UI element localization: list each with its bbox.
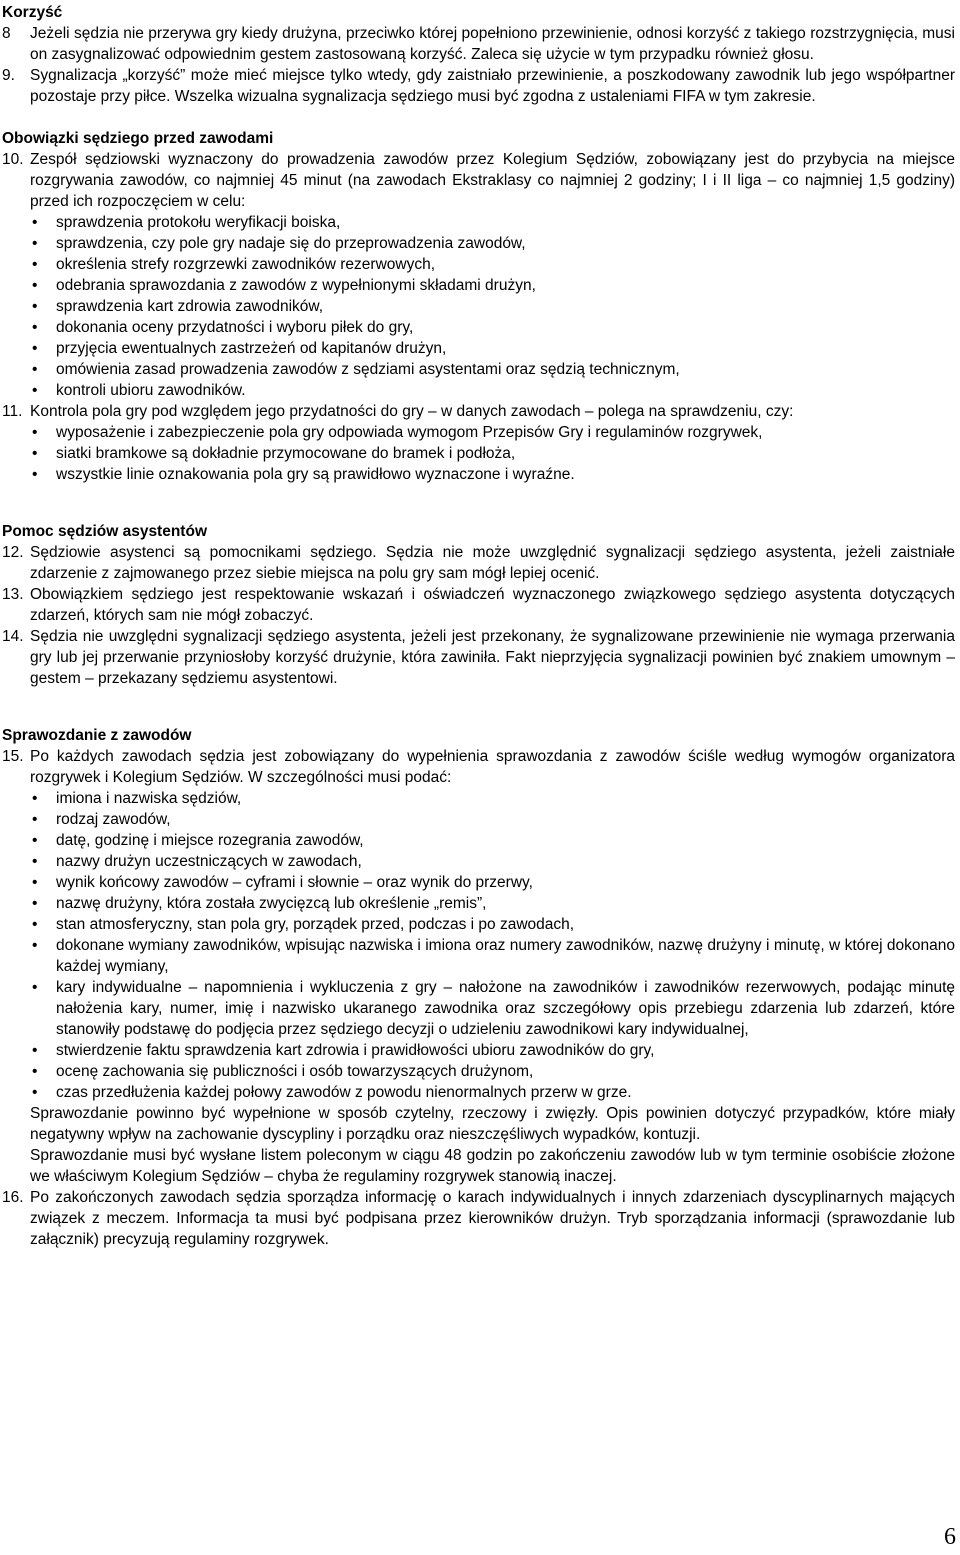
list-item-text: dokonane wymiany zawodników, wpisując nazwiska i imiona oraz numery zawodników, nazwę drużyny i minutę, w której dokonano każdej wymiany, [56, 937, 955, 975]
list-item [32, 275, 955, 296]
list-item [32, 443, 955, 464]
list-item-text: kary indywidualne – napomnienia i wykluczenia z gry – nałożone na zawodników i zawodników rezerwowych, podając minutę nałożenia kary, numer, imię i nazwisko ukaranego zawodnika oraz szczegółowy opis przebiegu zdarzenia lub zdarzeń, które stanowiły podstawę do podjęcia przez sędziego decyzji o udzieleniu zawodnikowi kary indywidualnej, [56, 979, 955, 1038]
bullet-icon: • [32, 277, 38, 294]
paragraph-number: 11. [2, 403, 23, 420]
paragraph-text: Sygnalizacja „korzyść” może mieć miejsce tylko wtedy, gdy zaistniało przewinienie, a poszkodowany zawodnik lub jego współpartner pozostaje przy piłce. Wszelka wizualna sygnalizacja sędziego musi być zgodna z ustaleniami FIFA w tym zakresie. [30, 67, 955, 105]
paragraph-9 [2, 65, 955, 107]
list-item-text: stwierdzenie faktu sprawdzenia kart zdrowia i prawidłowości ubioru zawodników do gry, [56, 1042, 655, 1059]
paragraph-number: 10. [2, 151, 24, 168]
bullet-icon: • [32, 319, 38, 336]
list-item-text: stan atmosferyczny, stan pola gry, porządek przed, podczas i po zawodach, [56, 916, 575, 933]
list-item [32, 212, 955, 233]
bullet-icon: • [32, 424, 38, 441]
bullet-icon: • [32, 832, 38, 849]
list-item [32, 380, 955, 401]
paragraph-text: Jeżeli sędzia nie przerywa gry kiedy drużyna, przeciwko której popełniono przewinienie, odnosi korzyść z takiego rozstrzygnięcia, musi on zasygnalizować odpowiednim gestem zastosowaną korzyść. Zaleca się użycie w tym przypadku również głosu. [30, 25, 955, 63]
list-item-text: rodzaj zawodów, [56, 811, 171, 828]
paragraph-11 [2, 401, 955, 422]
paragraph-text: Obowiązkiem sędziego jest respektowanie wskazań i oświadczeń wyznaczonego związkowego sędziego asystenta dotyczących zdarzeń, których sam nie mógł zobaczyć. [30, 586, 955, 624]
list-item [32, 830, 955, 851]
list-item [32, 809, 955, 830]
list-item [32, 1040, 955, 1061]
paragraph-text: Zespół sędziowski wyznaczony do prowadzenia zawodów przez Kolegium Sędziów, zobowiązany jest do przybycia na miejsce rozgrywania zawodów, co najmniej 45 minut (na zawodach Ekstraklasy co najmniej 2 godziny; I i II liga – co najmniej 1,5 godziny) przed ich rozpoczęciem w celu: [30, 151, 955, 210]
paragraph-text: Kontrola pola gry pod względem jego przydatności do gry – w danych zawodach – polega na sprawdzeniu, czy: [30, 403, 794, 420]
list-item [32, 464, 955, 485]
bullet-icon: • [32, 361, 38, 378]
page-number: 6 [944, 1524, 956, 1550]
list-item-text: wynik końcowy zawodów – cyframi i słownie – oraz wynik do przerwy, [56, 874, 533, 891]
bullet-icon: • [32, 340, 38, 357]
list-item [32, 254, 955, 275]
list-item-text: omówienia zasad prowadzenia zawodów z sędziami asystentami oraz sędzią technicznym, [56, 361, 680, 378]
list-item [32, 1061, 955, 1082]
paragraph-12 [2, 542, 955, 584]
bullet-icon: • [32, 214, 38, 231]
bullet-icon: • [32, 1063, 38, 1080]
list-item-text: datę, godzinę i miejsce rozegrania zawodów, [56, 832, 364, 849]
section-title-korzysc: Korzyść [2, 4, 63, 21]
bullet-list-p11 [2, 422, 955, 485]
bullet-icon: • [32, 790, 38, 807]
bullet-list-p10 [2, 212, 955, 401]
paragraph-number: 12. [2, 544, 24, 561]
paragraph-14 [2, 626, 955, 689]
list-item-text: nazwy drużyn uczestniczących w zawodach, [56, 853, 362, 870]
list-item [32, 893, 955, 914]
list-item [32, 914, 955, 935]
list-item [32, 977, 955, 1040]
list-item-text: wyposażenie i zabezpieczenie pola gry odpowiada wymogom Przepisów Gry i regulaminów rozgrywek, [56, 424, 763, 441]
bullet-icon: • [32, 853, 38, 870]
list-item [32, 872, 955, 893]
list-item-text: wszystkie linie oznakowania pola gry są prawidłowo wyznaczone i wyraźne. [56, 466, 575, 483]
spacer [2, 107, 955, 128]
paragraph-number: 15. [2, 748, 24, 765]
paragraph-number: 9. [2, 67, 15, 84]
bullet-icon: • [32, 895, 38, 912]
list-item-text: imiona i nazwiska sędziów, [56, 790, 242, 807]
section-title-sprawozdanie: Sprawozdanie z zawodów [2, 727, 192, 744]
section-title-obowiazki: Obowiązki sędziego przed zawodami [2, 130, 274, 147]
bullet-icon: • [32, 466, 38, 483]
list-item [32, 296, 955, 317]
paragraph-number: 8 [2, 25, 11, 42]
list-item-text: sprawdzenia kart zdrowia zawodników, [56, 298, 324, 315]
list-item-text: określenia strefy rozgrzewki zawodników rezerwowych, [56, 256, 436, 273]
bullet-icon: • [32, 874, 38, 891]
list-item [32, 359, 955, 380]
document-body [2, 2, 955, 1250]
bullet-icon: • [32, 1042, 38, 1059]
bullet-icon: • [32, 979, 38, 996]
paragraph-15-note-1: Sprawozdanie powinno być wypełnione w sposób czytelny, rzeczowy i zwięzły. Opis powinien dotyczyć przypadków, które miały negatywny wpływ na zachowanie dyscypliny i porządku oraz nieszczęśliwych wypadków, kontuzji. [30, 1105, 955, 1143]
list-item [32, 851, 955, 872]
paragraph-15-note-2: Sprawozdanie musi być wysłane listem poleconym w ciągu 48 godzin po zakończeniu zawodów lub w tym terminie osobiście złożone we właściwym Kolegium Sędziów – chyba że regulaminy rozgrywek stanowią inaczej. [30, 1147, 955, 1185]
paragraph-13 [2, 584, 955, 626]
list-item [32, 935, 955, 977]
paragraph-text: Po każdych zawodach sędzia jest zobowiązany do wypełnienia sprawozdania z zawodów ściśle według wymogów organizatora rozgrywek i Kolegium Sędziów. W szczególności musi podać: [30, 748, 955, 786]
list-item-text: kontroli ubioru zawodników. [56, 382, 246, 399]
list-item [32, 233, 955, 254]
bullet-icon: • [32, 811, 38, 828]
bullet-icon: • [32, 256, 38, 273]
paragraph-8 [2, 23, 955, 65]
list-item [32, 788, 955, 809]
list-item-text: dokonania oceny przydatności i wyboru piłek do gry, [56, 319, 414, 336]
list-item-text: odebrania sprawozdania z zawodów z wypełnionymi składami drużyn, [56, 277, 536, 294]
paragraph-16 [2, 1187, 955, 1250]
list-item [32, 422, 955, 443]
list-item-text: sprawdzenia protokołu weryfikacji boiska, [56, 214, 341, 231]
bullet-icon: • [32, 298, 38, 315]
list-item-text: przyjęcia ewentualnych zastrzeżeń od kapitanów drużyn, [56, 340, 447, 357]
list-item-text: nazwę drużyny, która została zwycięzcą lub określenie „remis”, [56, 895, 487, 912]
bullet-icon: • [32, 1084, 38, 1101]
bullet-list-p15 [2, 788, 955, 1103]
bullet-icon: • [32, 235, 38, 252]
spacer [2, 689, 955, 725]
bullet-icon: • [32, 382, 38, 399]
spacer [2, 485, 955, 521]
list-item-text: czas przedłużenia każdej połowy zawodów z powodu nienormalnych przerw w grze. [56, 1084, 632, 1101]
paragraph-number: 14. [2, 628, 24, 645]
paragraph-15 [2, 746, 955, 788]
paragraph-text: Sędzia nie uwzględni sygnalizacji sędziego asystenta, jeżeli jest przekonany, że sygnalizowane przewinienie nie wymaga przerwania gry lub jej przerwanie przyniosłoby korzyść drużynie, która zawiniła. Fakt nieprzyjęcia sygnalizacji powinien być znakiem umownym – gestem – przekazany sędziemu asystentowi. [30, 628, 955, 687]
paragraph-number: 16. [2, 1189, 24, 1206]
paragraph-text: Po zakończonych zawodach sędzia sporządza informację o karach indywidualnych i innych zdarzeniach dyscyplinarnych mających związek z meczem. Informacja ta musi być podpisana przez kierowników drużyn. Tryb sporządzania informacji (sprawozdanie lub załącznik) precyzują regulaminy rozgrywek. [30, 1189, 955, 1248]
list-item [32, 1082, 955, 1103]
list-item-text: ocenę zachowania się publiczności i osób towarzyszących drużynom, [56, 1063, 534, 1080]
list-item [32, 317, 955, 338]
paragraph-text: Sędziowie asystenci są pomocnikami sędziego. Sędzia nie może uwzględnić sygnalizacji sędziego asystenta, jeżeli zaistniałe zdarzenie z zajmowanego przez siebie miejsca na polu gry sam mógł lepiej ocenić. [30, 544, 955, 582]
list-item-text: siatki bramkowe są dokładnie przymocowane do bramek i podłoża, [56, 445, 516, 462]
list-item-text: sprawdzenia, czy pole gry nadaje się do przeprowadzenia zawodów, [56, 235, 526, 252]
list-item [32, 338, 955, 359]
bullet-icon: • [32, 916, 38, 933]
paragraph-number: 13. [2, 586, 24, 603]
paragraph-10 [2, 149, 955, 212]
bullet-icon: • [32, 445, 38, 462]
section-title-pomoc: Pomoc sędziów asystentów [2, 523, 207, 540]
bullet-icon: • [32, 937, 38, 954]
